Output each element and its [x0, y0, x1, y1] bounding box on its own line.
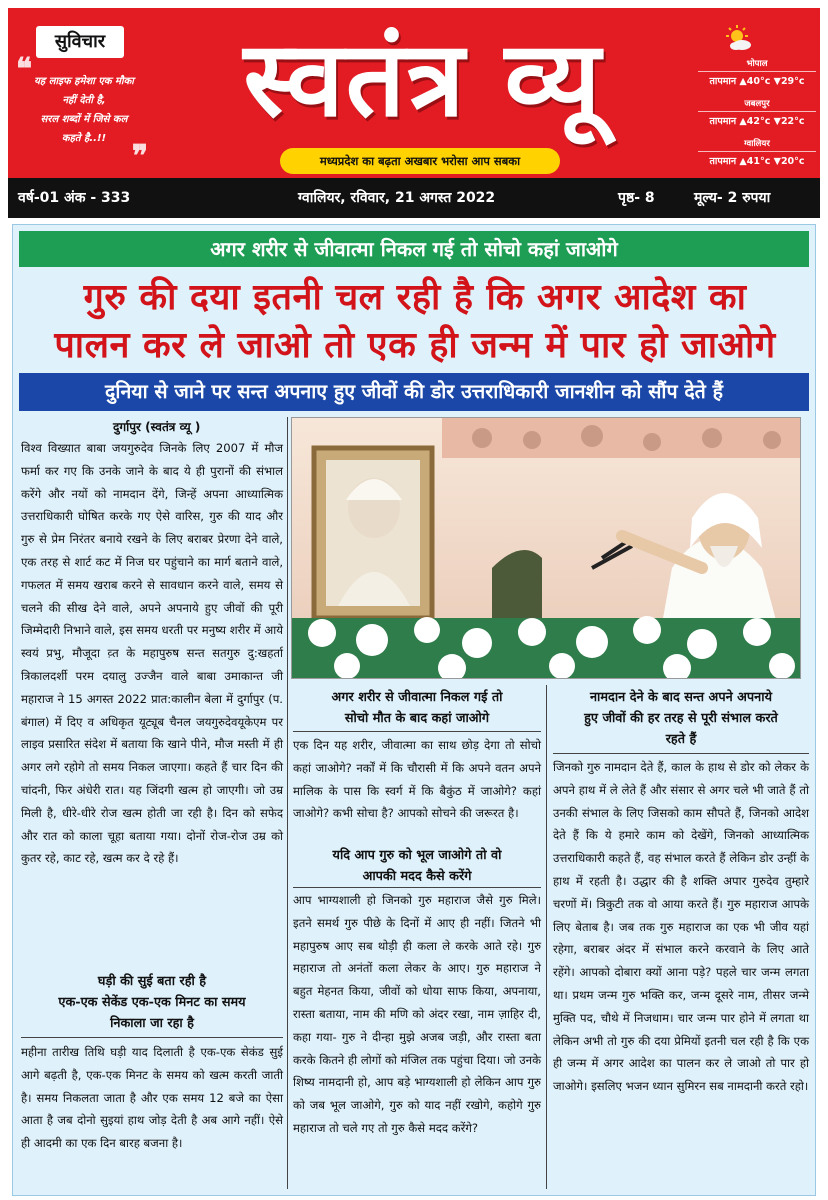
weather-city: जबलपुर: [744, 99, 770, 109]
weather-temp: तापमान ▲41°c ▼20°c: [698, 151, 816, 167]
story-headline-line2: पालन कर ले जाओ तो एक ही जन्म में पार हो जाओगे: [54, 325, 776, 366]
subheading-line: अगर शरीर से जीवात्मा निकल गई तो: [331, 690, 503, 705]
column3-subheading1: [553, 687, 809, 750]
thought-quote: [16, 52, 148, 174]
issue-date: ग्वालियर, रविवार, 21 अगस्त 2022: [298, 190, 496, 206]
subheading-line: एक-एक सेकेंड एक-एक मिनट का समय: [58, 995, 246, 1010]
quote-line: नहीं देती है,: [62, 95, 106, 106]
column3-body1: जिनको गुरु नामदान देते हैं, काल के हाथ से डोर को लेकर के अपने हाथ में ले लेते हैं और संसार से अगर चले भी जाते हैं तो उनकी संभाल के लिए जिसको काम सौपते हैं, जिनको आदेश देते हैं कि ये हमारे काम को देखेंगे, जिनको आध्यात्मिक उत्तराधिकारी कहते हैं, वह संभाल करते हैं लेकिन डोर उन्हीं के हाथ में रहती है। उद्धार की है शक्ति अपार गुरुदेव तुम्हारे चरणों में। त्रिकुटी तक वो आया करते हैं। गुरु महाराज आपके लिए बेताब है। जब तक गुरु महाराज का एक भी जीव यहां रहेगा, बराबर अंदर में संभाल करने करवाने के लिए आते रहेंगे। आपको दोबारा क्यों आना पड़े? पहले चार जन्म लगता था। प्रथम जन्म गुरु भक्ति कर, जन्म दूसरे नाम, तीसर जन्मे मुक्ति पद, चौथे में निजधाम। चार जन्म पार होने में लगता था लेकिन अभी तो गुरु की दया प्रेमियों इतनी चल रही है कि एक ही जन्म में अगर आदेश का पालन कर ले जाओ तो पार हो जाओगे। इसलिए भजन ध्यान सुमिरन सब नामदानी करते रहो।: [553, 760, 809, 1094]
divider: [553, 753, 809, 754]
subheading-line: सोचो मौत के बाद कहां जाओगे: [344, 711, 490, 726]
column-divider: [287, 417, 288, 1189]
weather-row: [698, 138, 816, 167]
column2-subheading1: [293, 687, 541, 729]
subheading-line: आपकी मदद कैसे करेंगे: [362, 869, 472, 884]
subheading-line: घड़ी की सुई बता रही है: [97, 974, 207, 989]
speaker-photo: [292, 418, 801, 679]
divider: [21, 1037, 283, 1038]
subheading-line: नामदान देने के बाद सन्त अपने अपनाये: [589, 690, 773, 705]
story-kicker: अगर शरीर से जीवात्मा निकल गई तो सोचो कहां जाओगे: [19, 231, 809, 267]
weather-row: [698, 98, 816, 127]
divider: [293, 887, 541, 888]
issue-number: वर्ष-01 अंक - 333: [18, 190, 131, 206]
column1-body: विश्व विख्यात बाबा जयगुरुदेव जिनके लिए 2007 में मौज फर्मा कर गए कि उनके जाने के बाद ये ही पुरानों की संभाल करेंगे और नयों को नामदान देंगे, जिन्हें अपना आध्यात्मिक उत्तराधिकारी घोषित करके गए ऐसे वारिस, गुरु की याद और गुरु से प्रेम निरंतर बनाये रखने के लिए बराबर प्रेरणा देने वाले, एक तरह से शार्ट कट में निज घर पहुंचाने का मार्ग बताने वाले, गफलत में समय खराब करने से सावधान करने वाले, समय से चलने की सीख देने वाले, अपने अपनाये हुए जीवों की पूरी जिम्मेदारी निभाने वाले, इस समय धरती पर मनुष्य शरीर में आये स्वयं प्रभु, मौजूदा व़्त के महापुरुष सन्त सतगुरु दु:खहर्ता त्रिकालदर्शी परम दयालु उज्जैन वाले बाबा उमाकान्त जी महाराज ने 15 अगस्त 2022 प्रात:कालीन बेला में दुर्गापुर (प. बंगाल) में दिए व अधिकृत यूट्यूब चैनल जयगुरुदेवयूकेएम पर लाइव प्रसारित संदेश में बताया कि खाने पीने, मौज मस्ती में ही अगर लगे रहोगे तो समय निकल जाएगा। कहते हैं चार दिन की चांदनी, फिर अंधेरी रात। यह जिंदगी खत्म हो जाएगी। जो उम्र मिली है, धीरे-धीरे रोज खत्म होती जा रही है। दिन को सफेद और रात को काला चूहा बताया गया। दोनों रोज-रोज उम्र को कुतर रहे, काट रहे, खत्म कर दे रहे हैं।: [21, 441, 283, 866]
subheading-line: निकाला जा रहा है: [110, 1016, 194, 1031]
column2-body2: आप भाग्यशाली हो जिनको गुरु महाराज जैसे गुरु मिले। इतने समर्थ गुरु पीछे के दिनों में आए ही नहीं। जितने भी महापुरुष आए सब थोड़ी ही कला ले करके आते रहे। गुरु महाराज तो अनंतों कला लेकर के आए। गुरु महाराज ने बहुत मेहनत किया, जीवों को धोया साफ किया, अपनाया, रास्ता बताया, नाम की मणि को अंदर रखा, नाम ज़ाहिर दी, कहा गया- गुरु ने दीन्हा मुझे अजब जड़ी, और रास्ता बता करके कितने ही लोगों को मंजिल तक पहुंचा दिया। जो उनके शिष्य नामदानी हो, आप बड़े भाग्यशाली हो लेकिन आप गुरु को जब भूल जाओगे, गुरु को याद नहीं रखोगे, कहोगे गुरु महाराज तो चले गए तो गुरु कैसे मदद करेंगे?: [293, 893, 541, 1135]
quote-close-icon: ❞: [131, 139, 148, 174]
weather-city: ग्वालियर: [744, 139, 770, 149]
divider: [293, 731, 541, 732]
column1-subheading: [21, 971, 283, 1034]
page-number: पृष्ठ- 8: [618, 190, 655, 206]
sun-cloud-icon: [724, 24, 754, 54]
subheading-line: रहते हैं: [665, 732, 697, 747]
suvichar-label: सुविचार: [36, 26, 124, 58]
quote-line: कहते है..!!: [61, 133, 107, 144]
story-headline-line1: गुरु की दया इतनी चल रही है कि अगर आदेश का: [83, 277, 747, 318]
newspaper-logo: स्वतंत्र व्यू: [243, 17, 603, 140]
column2-subheading2: [293, 845, 541, 887]
weather-temp: तापमान ▲40°c ▼29°c: [698, 71, 816, 87]
story-photo: [291, 417, 801, 679]
weather-row: [698, 58, 816, 87]
main-story: [12, 224, 816, 1196]
subheading-line: यदि आप गुरु को भूल जाओगे तो वो: [332, 848, 502, 863]
subheading-line: हुए जीवों की हर तरह से पूरी संभाल करते: [584, 711, 778, 726]
issue-info-bar: [8, 178, 820, 218]
weather-city: भोपाल: [746, 59, 768, 69]
quote-line: यह लाइफ हमेशा एक मौका: [34, 76, 134, 87]
column1-body2: महीना तारीख तिथि घड़ी याद दिलाती है एक-एक सेकंड सुई आगे बढ़ती है, एक-एक मिनट के समय को खत्म करती जाती है। समय निकलता जाता है और एक समय 12 बजे का ऐसा आता है जब दोनो सुइयां हाथ जोड़ देती है अब आगे नहीं। ऐसे ही आदमी का एक दिन बारह बजना है।: [21, 1045, 283, 1151]
column2-body1: एक दिन यह शरीर, जीवात्मा का साथ छोड़ देगा तो सोचो कहां जाओगे? नर्कों में कि चौरासी में कि अपने वतन अपने मालिक के पास कि स्वर्ग में कि बैकुंठ में जाओगे? कहां जाओगे? कभी सोचा है? आपको सोचने की जरूरत है।: [293, 738, 541, 821]
masthead: [8, 8, 820, 178]
quote-line: सरल शब्दों में जिसे कल: [40, 114, 128, 125]
dateline: दुर्गापुर (स्वतंत्र व्यू ): [113, 420, 201, 434]
weather-temp: तापमान ▲42°c ▼22°c: [698, 111, 816, 127]
tagline: मध्यप्रदेश का बढ़ता अखबार भरोसा आप सबका: [280, 148, 560, 174]
column-divider: [546, 685, 547, 1189]
price: मूल्य- 2 रुपया: [694, 190, 771, 206]
story-subheadline: दुनिया से जाने पर सन्त अपनाए हुए जीवों की डोर उत्तराधिकारी जानशीन को सौंप देते हैं: [19, 373, 809, 411]
quote-open-icon: ❝: [16, 52, 33, 87]
